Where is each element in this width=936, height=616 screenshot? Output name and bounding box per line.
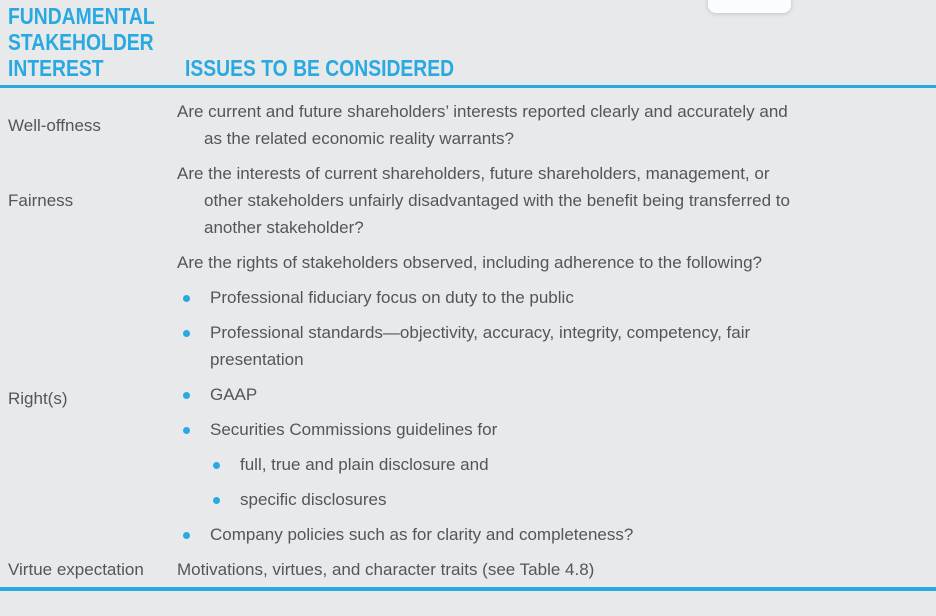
bullet-item xyxy=(177,521,936,548)
bullet-icon xyxy=(213,497,220,504)
bullet-icon xyxy=(183,532,190,539)
header-line: ISSUES TO BE CONSIDERED xyxy=(185,55,455,81)
row-content xyxy=(177,245,936,552)
bullet-item-sub xyxy=(177,451,936,478)
row-content xyxy=(177,552,936,587)
row-label: Fairness xyxy=(8,191,74,210)
paragraph xyxy=(177,160,936,241)
row-content xyxy=(177,156,936,245)
text-line: Are the interests of current shareholders, future shareholders, management, or xyxy=(177,164,770,183)
bullet-icon xyxy=(183,392,190,399)
header-cell-issues-to-be-considered xyxy=(185,55,936,81)
text-line: Securities Commissions guidelines for xyxy=(210,420,498,439)
row-label: Well-offness xyxy=(8,115,101,135)
text-line: Motivations, virtues, and character traits (see Table 4.8) xyxy=(177,560,595,579)
text-line: full, true and plain disclosure and xyxy=(240,455,489,474)
bullet-icon xyxy=(183,330,190,337)
header-line: FUNDAMENTAL xyxy=(8,3,155,29)
table-row xyxy=(0,156,936,245)
text-line: Company policies such as for clarity and completeness? xyxy=(210,525,634,544)
text-line: GAAP xyxy=(210,385,258,404)
header-cell-fundamental-stakeholder-interest xyxy=(0,3,185,81)
cutoff-floating-element[interactable] xyxy=(708,0,791,13)
paragraph xyxy=(177,98,936,152)
bullet-icon xyxy=(213,462,220,469)
table-row xyxy=(0,94,936,156)
bullet-icon xyxy=(183,427,190,434)
text-line: specific disclosures xyxy=(240,490,387,509)
row-label: Right(s) xyxy=(8,389,68,408)
table-row xyxy=(0,552,936,587)
table-body xyxy=(0,88,936,587)
bullet-item xyxy=(177,416,936,443)
text-line: Are the rights of stakeholders observed, including adherence to the following? xyxy=(177,253,762,272)
header-line: INTEREST xyxy=(8,55,104,81)
row-content xyxy=(177,94,936,156)
text-line: presentation xyxy=(210,350,304,369)
paragraph xyxy=(177,249,936,276)
bullet-item-sub xyxy=(177,486,936,513)
bullet-item xyxy=(177,381,936,408)
text-line: Professional fiduciary focus on duty to the public xyxy=(210,288,574,307)
bullet-icon xyxy=(183,295,190,302)
bullet-item xyxy=(177,284,936,311)
text-line: Are current and future shareholders’ interests reported clearly and accurately and xyxy=(177,102,788,121)
text-line: other stakeholders unfairly disadvantaged with the benefit being transferred to xyxy=(204,191,790,210)
bullet-item xyxy=(177,319,936,373)
paragraph xyxy=(177,556,936,583)
header-line: STAKEHOLDER xyxy=(8,29,154,55)
table-row xyxy=(0,245,936,552)
text-line: another stakeholder? xyxy=(204,218,364,237)
text-line: as the related economic reality warrants? xyxy=(204,129,514,148)
table-bottom-rule xyxy=(0,587,936,591)
row-label: Virtue expectation xyxy=(8,560,144,579)
table-header-row xyxy=(0,0,936,88)
text-line: Professional standards—objectivity, accuracy, integrity, competency, fair xyxy=(210,323,751,342)
